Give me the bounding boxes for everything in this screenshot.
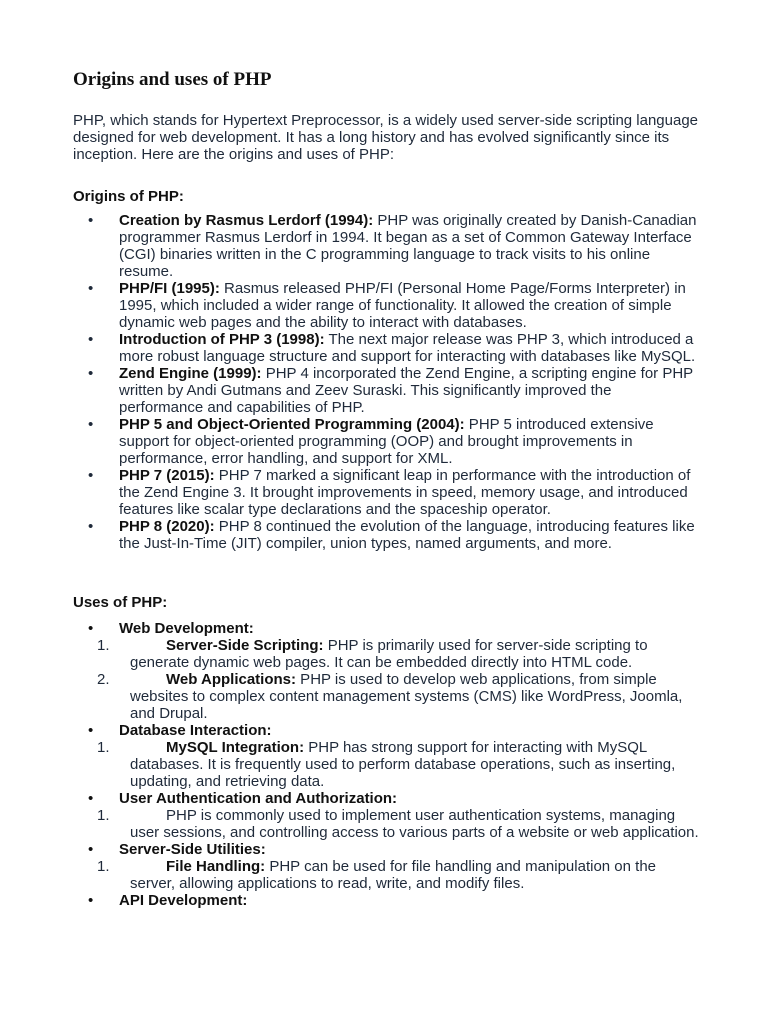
bullet-icon: •	[88, 518, 94, 535]
document-title: Origins and uses of PHP	[73, 69, 272, 90]
uses-list-item	[0, 637, 700, 671]
item-text: PHP is used to develop web applications, from simple websites to complex content management systems (CMS) like WordPress, Joomla, and Drupal.	[130, 671, 683, 722]
bullet-icon: •	[88, 212, 94, 229]
uses-list-item	[0, 858, 700, 892]
origins-list	[0, 212, 768, 552]
bullet-icon: •	[88, 841, 94, 858]
item-heading: Web Applications:	[166, 671, 297, 688]
bullet-icon: •	[88, 331, 94, 348]
item-text: PHP 4 incorporated the Zend Engine, a scripting engine for PHP written by Andi Gutmans and Zeev Suraski. This significantly improved the performance and capabilities of PHP.	[119, 365, 693, 416]
origins-list-item	[0, 280, 699, 331]
origins-list-item	[0, 331, 699, 365]
bullet-icon: •	[88, 790, 94, 807]
item-text: PHP 8 continued the evolution of the language, introducing features like the Just-In-Time (JIT) compiler, union types, named arguments, and more.	[119, 518, 695, 552]
intro-paragraph: PHP, which stands for Hypertext Preprocessor, is a widely used server-side scripting language designed for web development. It has a long history and has evolved significantly since its inception. Here are the origins and uses of PHP:	[73, 112, 699, 163]
item-text: PHP has strong support for interacting with MySQL databases. It is frequently used to perform database operations, such as inserting, updating, and retrieving data.	[130, 739, 676, 790]
item-number: 2.	[97, 671, 110, 688]
item-text: PHP was originally created by Danish-Canadian programmer Rasmus Lerdorf in 1994. It began as a set of Common Gateway Interface (CGI) binaries written in the C programming language to track visits to his online resume.	[119, 212, 697, 280]
item-heading: Zend Engine (1999):	[119, 365, 262, 382]
item-text: The next major release was PHP 3, which introduced a more robust language structure and support for interacting with databases like MySQL.	[119, 331, 696, 365]
item-heading: File Handling:	[166, 858, 266, 875]
origins-heading: Origins of PHP:	[73, 188, 184, 205]
uses-category	[0, 841, 768, 858]
item-text: PHP is primarily used for server-side scripting to generate dynamic web pages. It can be embedded directly into HTML code.	[130, 637, 648, 671]
category-label: Database Interaction:	[119, 722, 272, 739]
item-heading: PHP/FI (1995):	[119, 280, 220, 297]
item-number: 1.	[97, 807, 110, 824]
category-label: API Development:	[119, 892, 248, 909]
bullet-icon: •	[88, 365, 94, 382]
item-heading: Server-Side Scripting:	[166, 637, 324, 654]
uses-category	[0, 722, 768, 739]
item-heading: PHP 5 and Object-Oriented Programming (2004):	[119, 416, 465, 433]
origins-list-item	[0, 467, 699, 518]
item-text: PHP 7 marked a significant leap in performance with the introduction of the Zend Engine 3. It brought improvements in speed, memory usage, and introduced features like scalar type declarations and the spaceship operator.	[119, 467, 691, 518]
category-label: Server-Side Utilities:	[119, 841, 266, 858]
category-label: Web Development:	[119, 620, 254, 637]
origins-list-item	[0, 518, 699, 552]
item-text: Rasmus released PHP/FI (Personal Home Page/Forms Interpreter) in 1995, which included a wider range of functionality. It allowed the creation of simple dynamic web pages and the ability to interact with databases.	[119, 280, 686, 331]
item-number: 1.	[97, 858, 110, 875]
item-heading: PHP 8 (2020):	[119, 518, 215, 535]
uses-list-item	[0, 671, 700, 722]
item-text: PHP 5 introduced extensive support for object-oriented programming (OOP) and brought improvements in performance, error handling, and support for XML.	[119, 416, 654, 467]
uses-category	[0, 620, 768, 637]
origins-list-item	[0, 416, 699, 467]
item-text: PHP can be used for file handling and manipulation on the server, allowing applications to read, write, and modify files.	[130, 858, 656, 892]
item-heading: PHP 7 (2015):	[119, 467, 215, 484]
uses-category	[0, 790, 768, 807]
uses-heading: Uses of PHP:	[73, 594, 168, 611]
uses-list-item	[0, 739, 700, 790]
category-label: User Authentication and Authorization:	[119, 790, 398, 807]
bullet-icon: •	[88, 416, 94, 433]
uses-list-item	[0, 807, 700, 841]
item-number: 1.	[97, 739, 110, 756]
bullet-icon: •	[88, 280, 94, 297]
item-number: 1.	[97, 637, 110, 654]
bullet-icon: •	[88, 892, 94, 909]
origins-list-item	[0, 365, 699, 416]
item-heading: MySQL Integration:	[166, 739, 305, 756]
bullet-icon: •	[88, 620, 94, 637]
uses-list	[0, 620, 768, 909]
item-heading: Introduction of PHP 3 (1998):	[119, 331, 325, 348]
origins-list-item	[0, 212, 699, 280]
uses-category	[0, 892, 768, 909]
bullet-icon: •	[88, 467, 94, 484]
item-text: PHP is commonly used to implement user authentication systems, managing user sessions, and controlling access to various parts of a website or web application.	[130, 807, 699, 841]
item-heading: Creation by Rasmus Lerdorf (1994):	[119, 212, 374, 229]
bullet-icon: •	[88, 722, 94, 739]
